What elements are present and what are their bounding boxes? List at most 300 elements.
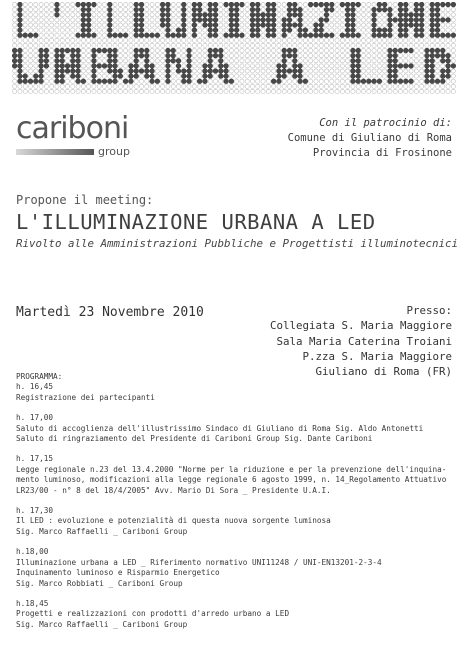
banner-dot-off: [261, 38, 265, 42]
banner-dot-off: [240, 54, 244, 58]
banner-dot-off: [139, 84, 143, 88]
banner-dot-off: [124, 54, 128, 58]
banner-dot-off: [92, 18, 96, 22]
banner-dot-off: [266, 74, 270, 78]
banner-dot-on: [139, 18, 144, 23]
banner-dot-off: [176, 18, 180, 22]
banner-dot-on: [351, 53, 356, 58]
banner-dot-off: [81, 43, 85, 47]
banner-dot-on: [97, 48, 102, 53]
banner-dot-on: [372, 18, 377, 23]
banner-dot-off: [44, 2, 48, 6]
banner-dot-off: [113, 13, 117, 17]
banner-dot-on: [70, 48, 75, 53]
banner-dot-on: [319, 18, 324, 23]
banner-dot-off: [356, 18, 360, 22]
banner-dot-on: [129, 69, 134, 74]
banner-dot-on: [118, 74, 123, 79]
banner-dot-on: [129, 74, 134, 79]
banner-dot-off: [393, 84, 397, 88]
banner-dot-on: [134, 58, 139, 63]
banner-dot-on: [440, 53, 445, 58]
banner-dot-off: [60, 43, 64, 47]
banner-dot-off: [245, 84, 249, 88]
banner-dot-off: [124, 28, 128, 32]
banner-dot-on: [425, 48, 430, 53]
banner-dot-off: [319, 43, 323, 47]
banner-dot-on: [430, 12, 435, 17]
logo-wordmark: cariboni: [16, 111, 129, 146]
banner-dot-off: [314, 8, 318, 12]
banner-dot-off: [219, 23, 223, 27]
banner-dot-on: [446, 2, 451, 7]
banner-dot-on: [282, 53, 287, 58]
banner-dot-off: [287, 89, 291, 93]
banner-dot-on: [271, 7, 276, 12]
banner-dot-off: [361, 43, 365, 47]
banner-dot-off: [155, 89, 159, 93]
programme-item: [16, 506, 456, 537]
banner-dot-off: [235, 59, 239, 63]
banner-dot-on: [39, 69, 44, 74]
banner-dot-off: [372, 64, 376, 68]
banner-dot-off: [256, 84, 260, 88]
programme-line: Saluto di ringraziamento del Presidente di Cariboni Group Sig. Dante Cariboni: [16, 434, 373, 444]
banner-dot-off: [361, 23, 365, 27]
banner-dot-on: [287, 53, 292, 58]
banner-dot-on: [229, 23, 234, 28]
banner-dot-on: [113, 69, 118, 74]
banner-dot-on: [255, 28, 260, 33]
banner-dot-on: [208, 33, 213, 38]
banner-dot-on: [208, 18, 213, 23]
banner-dot-off: [145, 38, 149, 42]
banner-dot-on: [250, 28, 255, 33]
banner-dot-on: [282, 33, 287, 38]
banner-dot-off: [277, 43, 281, 47]
banner-dot-on: [218, 74, 223, 79]
programme-line: Illuminazione urbana a LED _ Riferimento normativo UNI11248 / UNI-EN13201-2-3-4: [16, 557, 382, 567]
banner-dot-off: [92, 28, 96, 32]
banner-dot-off: [113, 23, 117, 27]
banner-dot-off: [155, 48, 159, 52]
banner-dot-off: [44, 38, 48, 42]
banner-dot-off: [118, 8, 122, 12]
banner-dot-off: [235, 43, 239, 47]
banner-dot-off: [409, 54, 413, 58]
banner-dot-off: [118, 79, 122, 83]
banner-dot-off: [250, 89, 254, 93]
banner-dot-off: [155, 8, 159, 12]
banner-dot-on: [208, 58, 213, 63]
banner-dot-off: [314, 38, 318, 42]
banner-dot-on: [329, 33, 334, 38]
banner-dot-off: [293, 43, 297, 47]
banner-dot-off: [383, 84, 387, 88]
banner-dot-on: [393, 53, 398, 58]
banner-dot-on: [192, 12, 197, 17]
banner-dot-off: [97, 84, 101, 88]
banner-dot-on: [277, 74, 282, 79]
banner-dot-on: [218, 69, 223, 74]
banner-dot-on: [224, 33, 229, 38]
banner-dot-on: [398, 64, 403, 69]
banner-dot-off: [182, 38, 186, 42]
banner-dot-off: [224, 59, 228, 63]
banner-dot-off: [272, 69, 276, 73]
banner-dot-off: [287, 38, 291, 42]
venue-line: Giuliano di Roma (FR): [315, 365, 452, 379]
banner-dot-off: [198, 54, 202, 58]
banner-dot-on: [303, 79, 308, 84]
banner-dot-off: [435, 69, 439, 73]
banner-dot-off: [44, 33, 48, 37]
banner-dot-off: [145, 43, 149, 47]
banner-dot-off: [224, 54, 228, 58]
banner-dot-off: [28, 18, 32, 22]
banner-dot-off: [282, 38, 286, 42]
banner-dot-off: [176, 74, 180, 78]
banner-dot-on: [192, 23, 197, 28]
banner-dot-off: [71, 84, 75, 88]
banner-dot-off: [213, 38, 217, 42]
banner-dot-off: [420, 74, 424, 78]
banner-dot-on: [308, 2, 313, 7]
banner-dot-off: [65, 18, 69, 22]
banner-dot-off: [361, 28, 365, 32]
banner-dot-on: [134, 48, 139, 53]
banner-dot-on: [382, 7, 387, 12]
banner-dot-off: [250, 74, 254, 78]
banner-dot-off: [425, 38, 429, 42]
programme-line: Registrazione dei partecipanti: [16, 392, 155, 402]
banner-dot-off: [361, 48, 365, 52]
banner-dot-off: [361, 84, 365, 88]
banner-dot-on: [208, 28, 213, 33]
banner-dot-off: [87, 79, 91, 83]
banner-dot-off: [383, 79, 387, 83]
banner-dot-off: [224, 8, 228, 12]
banner-dot-off: [451, 74, 455, 78]
banner-dot-off: [118, 2, 122, 6]
banner-dot-off: [372, 69, 376, 73]
banner-dot-off: [367, 33, 371, 37]
banner-dot-off: [224, 23, 228, 27]
banner-dot-on: [113, 48, 118, 53]
banner-dot-off: [187, 28, 191, 32]
banner-dot-off: [383, 64, 387, 68]
banner-dot-off: [377, 13, 381, 17]
banner-dot-off: [28, 74, 32, 78]
banner-dot-off: [425, 23, 429, 27]
banner-dot-off: [393, 43, 397, 47]
banner-dot-off: [219, 2, 223, 6]
banner-dot-off: [44, 84, 48, 88]
banner-dot-off: [441, 64, 445, 68]
banner-dot-off: [60, 18, 64, 22]
banner-dot-off: [182, 84, 186, 88]
banner-dot-off: [182, 43, 186, 47]
banner-dot-off: [213, 89, 217, 93]
banner-dot-off: [124, 48, 128, 52]
banner-dot-on: [224, 2, 229, 7]
banner-dot-on: [356, 74, 361, 79]
banner-dot-on: [282, 48, 287, 53]
banner-dot-on: [203, 12, 208, 17]
banner-dot-off: [314, 64, 318, 68]
banner-dot-off: [124, 64, 128, 68]
banner-dot-on: [86, 12, 91, 17]
banner-dot-off: [198, 84, 202, 88]
banner-dot-off: [124, 18, 128, 22]
banner-dot-on: [261, 12, 266, 17]
banner-dot-off: [92, 38, 96, 42]
banner-dot-off: [314, 69, 318, 73]
banner-dot-off: [150, 23, 154, 27]
banner-dot-off: [356, 89, 360, 93]
banner-dot-on: [76, 74, 81, 79]
banner-dot-off: [319, 54, 323, 58]
banner-dot-off: [245, 48, 249, 52]
banner-dot-on: [181, 33, 186, 38]
banner-dot-on: [446, 33, 451, 38]
banner-dot-off: [71, 33, 75, 37]
banner-dot-off: [203, 48, 207, 52]
banner-dot-off: [245, 38, 249, 42]
banner-dot-off: [28, 69, 32, 73]
banner-dot-on: [144, 69, 149, 74]
banner-dot-off: [377, 89, 381, 93]
banner-dot-off: [319, 48, 323, 52]
banner-dot-on: [134, 28, 139, 33]
banner-dot-off: [219, 43, 223, 47]
banner-dot-on: [229, 2, 234, 7]
banner-dot-off: [224, 89, 228, 93]
banner-dot-off: [356, 23, 360, 27]
banner-dot-off: [97, 23, 101, 27]
banner-dot-off: [39, 84, 43, 88]
banner-dot-off: [372, 84, 376, 88]
banner-dot-off: [367, 84, 371, 88]
banner-dot-on: [81, 2, 86, 7]
banner-dot-on: [388, 28, 393, 33]
banner-dot-off: [155, 54, 159, 58]
banner-dot-on: [224, 74, 229, 79]
banner-dot-off: [28, 64, 32, 68]
banner-dot-off: [425, 43, 429, 47]
banner-dot-on: [403, 7, 408, 12]
banner-dot-off: [287, 59, 291, 63]
banner-dot-on: [70, 64, 75, 69]
banner-dot-off: [39, 38, 43, 42]
banner-dot-on: [425, 74, 430, 79]
banner-dot-off: [361, 69, 365, 73]
banner-dot-off: [330, 79, 334, 83]
banner-dot-off: [171, 79, 175, 83]
banner-dot-off: [245, 59, 249, 63]
banner-dot-on: [107, 28, 112, 33]
banner-dot-off: [414, 89, 418, 93]
banner-dot-on: [92, 53, 97, 58]
banner-dot-off: [330, 23, 334, 27]
banner-dot-on: [398, 23, 403, 28]
banner-dot-on: [181, 79, 186, 84]
banner-dot-off: [409, 74, 413, 78]
banner-dot-off: [298, 48, 302, 52]
banner-dot-off: [171, 84, 175, 88]
banner-dot-on: [409, 23, 414, 28]
banner-dot-off: [314, 84, 318, 88]
banner-dot-off: [145, 89, 149, 93]
banner-dot-off: [118, 89, 122, 93]
banner-dot-on: [181, 2, 186, 7]
banner-dot-off: [203, 38, 207, 42]
banner-dot-off: [420, 43, 424, 47]
banner-dot-on: [81, 33, 86, 38]
banner-dot-off: [245, 18, 249, 22]
banner-dot-off: [303, 2, 307, 6]
banner-dot-on: [361, 79, 366, 84]
banner-dot-on: [187, 53, 192, 58]
banner-dot-off: [55, 33, 59, 37]
banner-dot-off: [409, 28, 413, 32]
banner-dot-off: [113, 43, 117, 47]
banner-dot-off: [44, 43, 48, 47]
banner-dot-off: [351, 38, 355, 42]
banner-dot-off: [309, 59, 313, 63]
banner-dot-on: [393, 69, 398, 74]
banner-dot-off: [430, 89, 434, 93]
banner-dot-on: [409, 48, 414, 53]
banner-dot-off: [335, 89, 339, 93]
banner-dot-off: [50, 64, 54, 68]
programme-line: Progetti e realizzazioni con prodotti d'arredo urbano a LED: [16, 609, 290, 619]
banner-dot-on: [351, 48, 356, 53]
banner-dot-off: [155, 43, 159, 47]
banner-dot-on: [171, 33, 176, 38]
banner-dot-on: [160, 18, 165, 23]
banner-dot-off: [240, 13, 244, 17]
banner-dot-on: [181, 74, 186, 79]
banner-dot-off: [256, 74, 260, 78]
banner-dot-off: [145, 79, 149, 83]
banner-dot-off: [451, 38, 455, 42]
banner-dot-off: [213, 74, 217, 78]
banner-dot-on: [107, 2, 112, 7]
banner-dot-on: [213, 33, 218, 38]
banner-dot-on: [298, 18, 303, 23]
banner-dot-on: [97, 79, 102, 84]
banner-dot-on: [208, 12, 213, 17]
banner-dot-off: [340, 43, 344, 47]
banner-dot-off: [23, 69, 27, 73]
banner-dot-on: [81, 23, 86, 28]
banner-dot-off: [425, 28, 429, 32]
banner-dot-on: [372, 79, 377, 84]
banner-dot-on: [430, 48, 435, 53]
banner-dot-on: [102, 64, 107, 69]
banner-dot-off: [71, 2, 75, 6]
banner-dot-off: [44, 69, 48, 73]
banner-dot-off: [171, 64, 175, 68]
banner-dot-off: [213, 79, 217, 83]
banner-dot-off: [213, 43, 217, 47]
banner-dot-off: [161, 64, 165, 68]
banner-dot-off: [161, 33, 165, 37]
banner-dot-on: [113, 58, 118, 63]
banner-dot-off: [404, 59, 408, 63]
banner-dot-off: [420, 69, 424, 73]
banner-dot-off: [261, 2, 265, 6]
banner-dot-off: [340, 28, 344, 32]
banner-dot-on: [419, 2, 424, 7]
banner-dot-off: [409, 43, 413, 47]
banner-dot-on: [435, 18, 440, 23]
banner-dot-off: [55, 23, 59, 27]
banner-dot-on: [92, 79, 97, 84]
banner-dot-off: [441, 13, 445, 17]
banner-dot-off: [145, 18, 149, 22]
banner-dot-on: [277, 79, 282, 84]
banner-dot-on: [403, 12, 408, 17]
banner-dot-off: [324, 23, 328, 27]
banner-dot-on: [107, 12, 112, 17]
banner-dot-on: [240, 2, 245, 7]
banner-dot-off: [446, 89, 450, 93]
banner-dot-off: [71, 18, 75, 22]
banner-dot-off: [414, 38, 418, 42]
banner-dot-off: [245, 89, 249, 93]
banner-dot-off: [319, 79, 323, 83]
banner-dot-off: [266, 89, 270, 93]
banner-dot-off: [314, 74, 318, 78]
banner-dot-off: [155, 69, 159, 73]
banner-dot-off: [39, 13, 43, 17]
banner-dot-off: [298, 2, 302, 6]
banner-dot-off: [55, 18, 59, 22]
banner-dot-off: [361, 13, 365, 17]
banner-dot-off: [161, 69, 165, 73]
banner-dot-off: [356, 84, 360, 88]
banner-dot-off: [118, 59, 122, 63]
banner-dot-on: [356, 58, 361, 63]
banner-dot-off: [367, 28, 371, 32]
banner-dot-off: [187, 8, 191, 12]
banner-dot-off: [124, 89, 128, 93]
banner-dot-off: [383, 69, 387, 73]
banner-dot-off: [367, 38, 371, 42]
banner-dot-on: [139, 69, 144, 74]
banner-dot-off: [129, 33, 133, 37]
banner-dot-on: [403, 33, 408, 38]
banner-dot-off: [219, 13, 223, 17]
banner-dot-off: [71, 28, 75, 32]
banner-dot-off: [65, 74, 69, 78]
banner-dot-off: [240, 69, 244, 73]
banner-dot-off: [298, 59, 302, 63]
banner-dot-off: [383, 13, 387, 17]
banner-dot-off: [219, 28, 223, 32]
banner-dot-on: [255, 18, 260, 23]
banner-dot-off: [182, 54, 186, 58]
banner-dot-on: [261, 18, 266, 23]
banner-dot-on: [139, 12, 144, 17]
banner-dot-on: [356, 64, 361, 69]
banner-dot-on: [282, 74, 287, 79]
banner-dot-off: [150, 89, 154, 93]
banner-dot-off: [44, 79, 48, 83]
banner-dot-off: [272, 54, 276, 58]
